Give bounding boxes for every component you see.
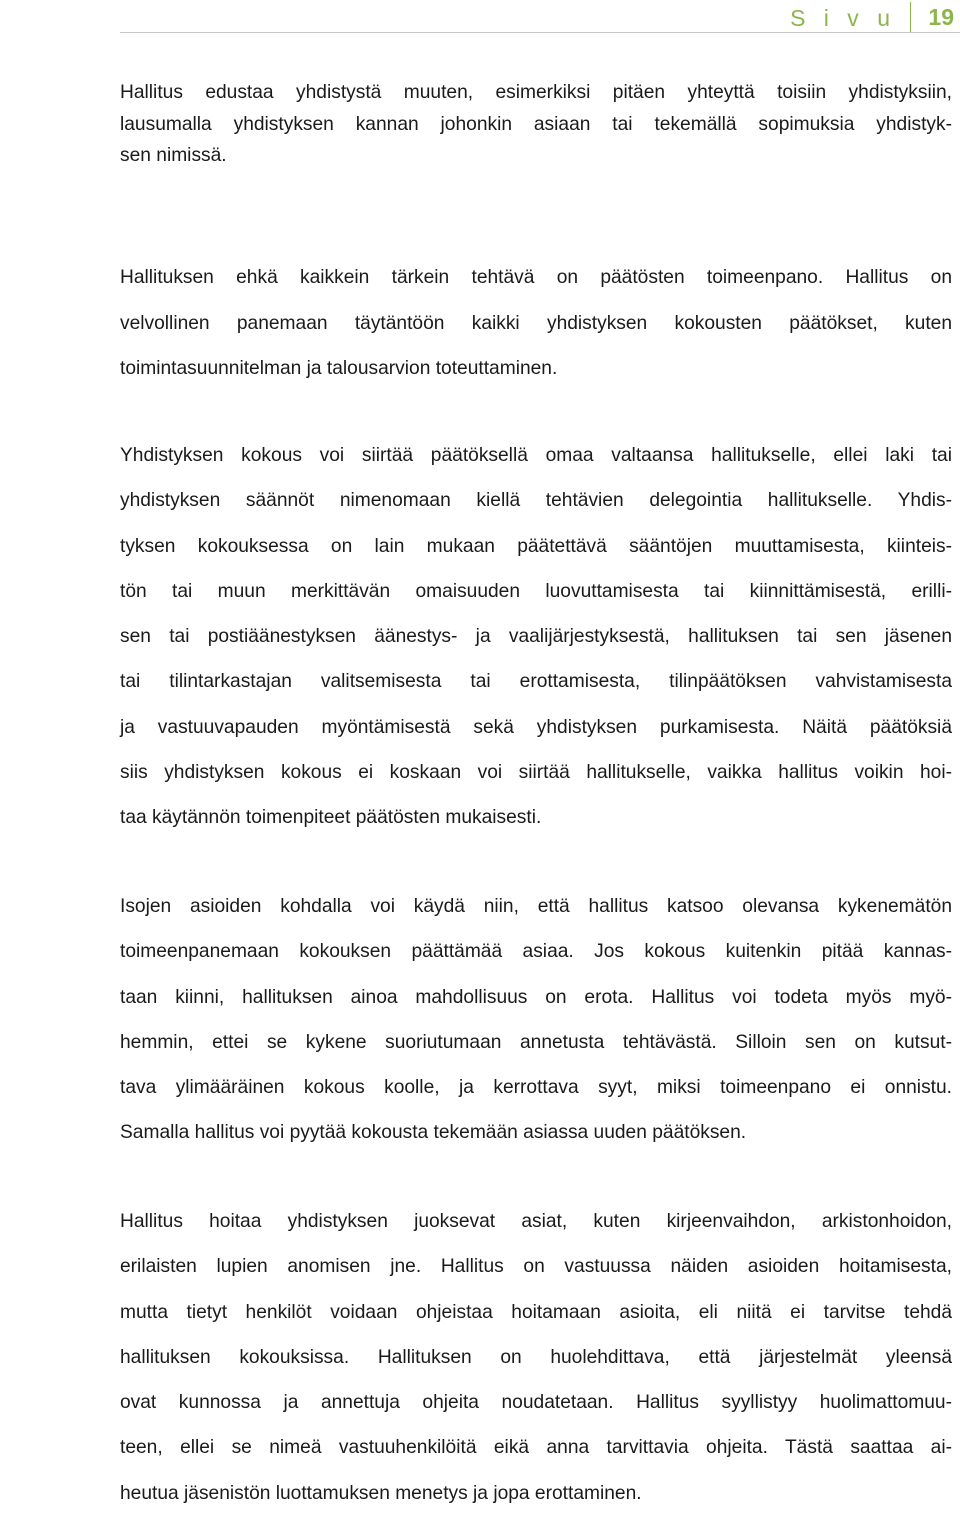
text-line: tai tilintarkastajan valitsemisesta tai erottamisesta, tilinpäätöksen vahvistamisesta	[120, 671, 952, 693]
text-line: heutua jäsenistön luottamuksen menetys ja jopa erottaminen.	[120, 1482, 642, 1504]
text-line: taa käytännön toimenpiteet päätösten mukaisesti.	[120, 807, 542, 829]
text-line: erilaisten lupien anomisen jne. Hallitus on vastuussa näiden asioiden hoitamisesta,	[120, 1256, 952, 1278]
paragraph-5	[120, 1199, 952, 1516]
header-rule	[120, 32, 960, 33]
text-line: sen tai postiäänestyksen äänestys- ja vaalijärjestyksestä, hallituksen tai sen jäsenen	[120, 626, 952, 648]
text-line: tön tai muun merkittävän omaisuuden luovuttamisesta tai kiinnittämisestä, erilli-	[120, 580, 952, 602]
paragraph-2	[120, 255, 952, 392]
paragraph-3	[120, 433, 952, 841]
text-line: yhdistyksen säännöt nimenomaan kiellä tehtävien delegointia hallitukselle. Yhdis-	[120, 490, 952, 512]
text-line: hallituksen kokouksissa. Hallituksen on huolehdittava, että järjestelmät yleensä	[120, 1346, 952, 1368]
page-label: S i v u	[790, 5, 896, 31]
page-header	[0, 0, 960, 34]
text-line: teen, ellei se nimeä vastuuhenkilöitä eikä anna tarvittavia ohjeita. Tästä saattaa ai-	[120, 1437, 952, 1459]
text-line: Isojen asioiden kohdalla voi käydä niin, että hallitus katsoo olevansa kykenemätön	[120, 896, 952, 917]
text-line: lausumalla yhdistyksen kannan johonkin asiaan tai tekemällä sopimuksia yhdistyk-	[120, 113, 952, 135]
text-line: Hallituksen ehkä kaikkein tärkein tehtävä on päätösten toimeenpano. Hallitus on	[120, 267, 952, 288]
text-line: ovat kunnossa ja annettuja ohjeita noudatetaan. Hallitus syyllistyy huolimattomuu-	[120, 1392, 952, 1414]
page-number: 19	[928, 4, 954, 30]
text-line: tyksen kokouksessa on lain mukaan päätettävä sääntöjen muuttamisesta, kiinteis-	[120, 535, 952, 557]
text-line: ja vastuuvapauden myöntämisestä sekä yhdistyksen purkamisesta. Näitä päätöksiä	[120, 716, 952, 738]
text-line: siis yhdistyksen kokous ei koskaan voi siirtää hallitukselle, vaikka hallitus voikin hoi-	[120, 762, 952, 784]
text-line: Yhdistyksen kokous voi siirtää päätöksellä omaa valtaansa hallitukselle, ellei laki tai	[120, 445, 952, 466]
text-line: mutta tietyt henkilöt voidaan ohjeistaa hoitamaan asioita, eli niitä ei tarvitse tehdä	[120, 1301, 952, 1323]
text-line: toimintasuunnitelman ja talousarvion toteuttaminen.	[120, 358, 558, 379]
text-line: Hallitus edustaa yhdistystä muuten, esimerkiksi pitäen yhteyttä toisiin yhdistyksiin,	[120, 82, 952, 103]
text-line: hemmin, ettei se kykene suoriutumaan annetusta tehtävästä. Silloin sen on kutsut-	[120, 1031, 952, 1053]
text-line: tava ylimääräinen kokous koolle, ja kerrottava syyt, miksi toimeenpano ei onnistu.	[120, 1077, 952, 1099]
text-line: toimeenpanemaan kokouksen päättämää asiaa. Jos kokous kuitenkin pitää kannas-	[120, 941, 952, 963]
text-line: Samalla hallitus voi pyytää kokousta tekemään asiassa uuden päätöksen.	[120, 1122, 747, 1144]
page-number-separator	[910, 2, 911, 32]
text-line: velvollinen panemaan täytäntöön kaikki yhdistyksen kokousten päätökset, kuten	[120, 312, 952, 334]
text-line: Hallitus hoitaa yhdistyksen juoksevat asiat, kuten kirjeenvaihdon, arkistonhoidon,	[120, 1211, 952, 1232]
text-line: sen nimissä.	[120, 145, 227, 166]
paragraph-4	[120, 884, 952, 1156]
paragraph-1	[120, 77, 952, 172]
text-line: taan kiinni, hallituksen ainoa mahdollisuus on erota. Hallitus voi todeta myös myö-	[120, 986, 952, 1008]
